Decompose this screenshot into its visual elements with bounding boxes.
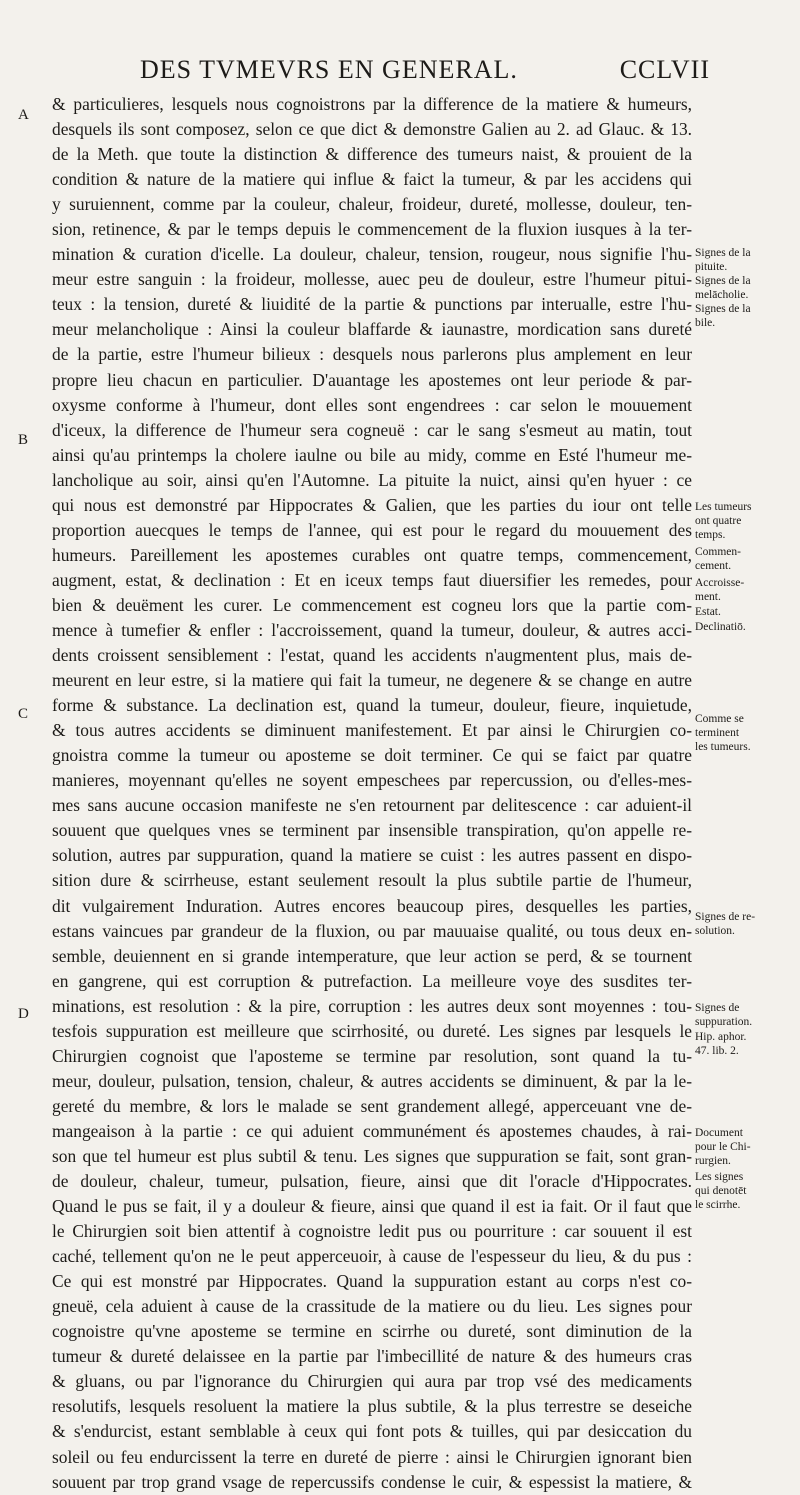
margin-note: Commen- cement. <box>695 546 741 572</box>
text-line: dit vulgairement Induration. Autres encores beaucoup pires, desquelles les parties, <box>52 895 692 916</box>
margin-note: Signes de re- solution. <box>695 911 756 937</box>
text-line: proportion auecques le temps de l'annee, qui est pour le regard du mouuement des <box>52 519 692 540</box>
text-line: semble, deuiennent en si grande intemperature, que leur action se perd, & se tournent <box>52 945 692 966</box>
text-line: lancholique au soir, ainsi qu'en l'Automne. La pituite la nuict, ainsi qu'en hyuer : ce <box>52 469 692 490</box>
section-marker-b: B <box>18 432 29 448</box>
text-line: qui nous est demonstré par Hippocrates & Galien, que les parties du iour ont telle <box>52 494 692 515</box>
text-line: propre lieu chacun en particulier. D'auantage les apostemes ont leur periode & par- <box>52 369 692 390</box>
text-line: solution, autres par suppuration, quand la matiere se cuist : les autres passent en dispo- <box>52 845 692 866</box>
text-line: minations, est resolution : & la pire, corruption : les autres deux sont moyennes : tou- <box>52 995 692 1016</box>
text-line: caché, tellement qu'on ne le peut apperceuoir, à cause de l'espesseur du lieu, & du pus : <box>52 1246 692 1267</box>
text-line: manieres, moyennant qu'elles ne soyent empeschees par repercussion, ou d'elles-mes- <box>52 770 692 791</box>
text-line: gnoistra comme la tumeur ou aposteme se doit terminer. Ce qui se faict par quatre <box>52 745 692 766</box>
text-line: souuent par trop grand vsage de repercussifs condense le cuir, & espessist la matiere, & <box>52 1471 692 1492</box>
running-title: DES TVMEVRS EN GENERAL. <box>140 55 518 84</box>
text-line: mination & curation d'icelle. La douleur, chaleur, tension, rougeur, nous signifie l'hu- <box>52 244 692 265</box>
text-line: de la partie, estre l'humeur bilieux : desquels nous parlerons plus amplement en leur <box>52 344 692 365</box>
text-line: ainsi qu'au printemps la cholere iaulne ou bile au midy, comme en Esté l'humeur me- <box>52 444 692 465</box>
text-line: meur melancholique : Ainsi la couleur blaffarde & iaunastre, mordication sans dureté <box>52 319 692 340</box>
section-marker-d: D <box>18 1006 29 1022</box>
text-line: estans vaincues par grandeur de la fluxion, ou par mauuaise qualité, ou tous deux en- <box>52 920 692 941</box>
text-line: humeurs. Pareillement les apostemes curables ont quatre temps, commencement, <box>52 544 692 565</box>
text-line: souuent que quelques vnes se terminent par insensible transpiration, qu'on appelle re- <box>52 820 692 841</box>
text-line: cognoistre qu'vne aposteme se termine en scirrhe ou dureté, sont diminution de la <box>52 1321 692 1342</box>
text-line: Chirurgien cognoist que l'aposteme se termine par resolution, sont quand la tu- <box>52 1045 692 1066</box>
text-line: Ce qui est monstré par Hippocrates. Quand la suppuration estant au corps n'est co- <box>52 1271 692 1292</box>
text-line: sion, retinence, & par le temps depuis le commencement de la fluxion iusques à la ter- <box>52 219 692 240</box>
text-line: d'iceux, la difference de l'humeur sera cogneuë : car le sang s'esmeut au matin, tout <box>52 419 692 440</box>
text-line: de douleur, chaleur, tumeur, pulsation, fieure, ainsi que dit l'oracle d'Hippocrates. <box>52 1171 692 1192</box>
text-line: mes sans aucune occasion manifeste ne s'en retournent par delitescence : car aduient-il <box>52 795 692 816</box>
text-line: oxysme conforme à l'humeur, dont elles sont engendrees : car selon le mouuement <box>52 394 692 415</box>
text-line: meur, douleur, pulsation, tension, chaleur, & autres accidents se diminuent, & par la le- <box>52 1070 692 1091</box>
text-line: tesfois suppuration est meilleure que scirrhosité, ou dureté. Les signes par lesquels le <box>52 1020 692 1041</box>
text-line: sition dure & scirrheuse, estant seulement resoult la plus subtile partie de l'humeur, <box>52 870 692 891</box>
section-marker-c: C <box>18 706 29 722</box>
section-marker-a: A <box>18 107 29 123</box>
text-line: forme & substance. La declination est, quand la tumeur, douleur, fieure, inquietude, <box>52 695 692 716</box>
text-line: tumeur & dureté delaissee en la partie par l'imbecillité de nature & des humeurs cras <box>52 1346 692 1367</box>
margin-note: Signes de la melācholie. <box>695 275 751 301</box>
text-line: & gluans, ou par l'ignorance du Chirurgien qui aura par trop vsé des medicaments <box>52 1371 692 1392</box>
margin-note: Signes de suppuration. <box>695 1002 753 1028</box>
text-line: gereté du membre, & lors le malade se sent grandement allegé, apperceuant vne de- <box>52 1095 692 1116</box>
text-line: teux : la tension, dureté & liuidité de la partie & punctions par interualle, estre l'hu- <box>52 294 692 315</box>
text-line: & s'endurcist, estant semblable à ceux qui font pots & tuilles, qui par desiccation du <box>52 1421 692 1442</box>
text-line: mangeaison à la partie : ce qui aduient communément és apostemes chaudes, à rai- <box>52 1120 692 1141</box>
margin-note: Signes de la pituite. <box>695 247 751 273</box>
margin-note: Document pour le Chi- rurgien. <box>695 1127 751 1167</box>
margin-note: Accroisse- ment. <box>695 577 745 603</box>
text-line: & tous autres accidents se diminuent manifestement. Et par ainsi le Chirurgien co- <box>52 720 692 741</box>
text-line: resolutifs, lesquels resoluent la matiere la plus subtile, & la plus terrestre se deseiche <box>52 1396 692 1417</box>
text-line: desquels ils sont composez, selon ce que dict & demonstre Galien au 2. ad Glauc. & 13. <box>52 119 692 140</box>
text-line: bien & deuëment les curer. Le commencement est cogneu lors que la partie com- <box>52 594 692 615</box>
text-line: Quand le pus se fait, il y a douleur & fieure, ainsi que quand il est ia fait. Or il faut que <box>52 1196 692 1217</box>
text-line: condition & nature de la matiere qui influe & faict la tumeur, & par les accidens qui <box>52 169 692 190</box>
text-line: en gangrene, qui est corruption & putrefaction. La meilleure voye des susdites ter- <box>52 970 692 991</box>
margin-note: Declinatiō. <box>695 621 746 633</box>
text-line: le Chirurgien soit bien attentif à cognoistre ledit pus ou pourriture : car souuent il est <box>52 1221 692 1242</box>
text-line: meur estre sanguin : la froideur, mollesse, auec peu de douleur, estre l'humeur pitui- <box>52 269 692 290</box>
text-line: & particulieres, lesquels nous cognoistrons par la difference de la matiere & humeurs, <box>52 94 692 114</box>
text-line: dents croissent sensiblement : l'estat, quand les accidents n'augmentent plus, mais de- <box>52 645 692 666</box>
margin-note: Les tumeurs ont quatre temps. <box>695 501 752 541</box>
text-line: son que tel humeur est plus subtil & tenu. Les signes que suppuration se fait, sont gran- <box>52 1145 692 1166</box>
text-line: soleil ou feu endurcissent la terre en dureté de pierre : ainsi le Chirurgien ignorant bien <box>52 1446 692 1467</box>
folio-number: CCLVII <box>619 55 710 84</box>
text-line: mence à tumefier & enfler : l'accroissement, quand la tumeur, douleur, & autres acci- <box>52 619 692 640</box>
margin-note: Les signes qui denotēt le scirrhe. <box>695 1171 747 1211</box>
margin-note: Hip. aphor. 47. lib. 2. <box>695 1031 747 1057</box>
margin-note: Estat. <box>695 606 721 618</box>
main-text-block <box>52 92 692 1495</box>
text-line: gneuë, cela aduient à cause de la crassitude de la matiere ou du lieu. Les signes pour <box>52 1296 692 1317</box>
text-line: augment, estat, & declination : Et en iceux temps faut diuersifier les remedes, pour <box>52 569 692 590</box>
text-line: de la Meth. que toute la distinction & difference des tumeurs naist, & prouient de la <box>52 144 692 165</box>
margin-note: Signes de la bile. <box>695 303 751 329</box>
text-line: meurent en leur estre, si la matiere qui fait la tumeur, ne degenere & se change en autre <box>52 670 692 691</box>
text-line: y suruiennent, comme par la couleur, chaleur, froideur, dureté, mollesse, douleur, ten- <box>52 194 692 215</box>
margin-note: Comme se terminent les tumeurs. <box>695 713 751 753</box>
